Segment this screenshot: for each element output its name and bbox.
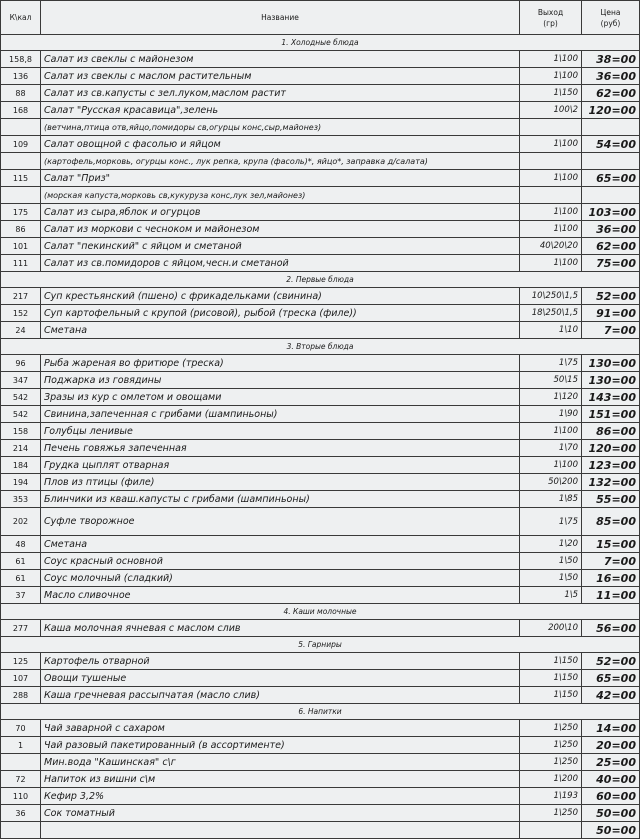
menu-item-row [1, 204, 640, 221]
item-output: 1\50 [520, 553, 582, 570]
item-output: 1\10 [520, 322, 582, 339]
item-price: 20=00 [582, 737, 640, 754]
item-output: 40\20\20 [520, 238, 582, 255]
menu-item-row [1, 771, 640, 788]
item-name: Печень говяжья запеченная [41, 440, 520, 457]
item-kcal: 184 [1, 457, 41, 474]
item-output [520, 822, 582, 839]
description-row [1, 153, 640, 170]
item-name: Мин.вода "Кашинская" с\г [41, 754, 520, 771]
item-price: 65=00 [582, 670, 640, 687]
item-name: Салат "Русская красавица",зелень [41, 102, 520, 119]
menu-item-row [1, 102, 640, 119]
item-output [520, 187, 582, 204]
item-output: 100\2 [520, 102, 582, 119]
description-row [1, 119, 640, 136]
item-output: 1\100 [520, 136, 582, 153]
item-price: 60=00 [582, 788, 640, 805]
item-price: 7=00 [582, 553, 640, 570]
menu-item-row [1, 805, 640, 822]
item-output: 1\193 [520, 788, 582, 805]
item-price [582, 187, 640, 204]
item-name: Рыба жареная во фритюре (треска) [41, 355, 520, 372]
item-output: 1\150 [520, 687, 582, 704]
header-output-unit: (гр) [543, 18, 558, 28]
section-title: 3. Вторые блюда [1, 339, 640, 355]
item-name: Суп крестьянский (пшено) с фрикадельками (свинина) [41, 288, 520, 305]
item-kcal: 194 [1, 474, 41, 491]
item-name: Поджарка из говядины [41, 372, 520, 389]
item-price: 75=00 [582, 255, 640, 272]
item-name: Салат "пекинский" с яйцом и сметаной [41, 238, 520, 255]
item-kcal: 109 [1, 136, 41, 153]
item-price: 65=00 [582, 170, 640, 187]
item-price: 132=00 [582, 474, 640, 491]
item-kcal: 542 [1, 406, 41, 423]
menu-item-row [1, 570, 640, 587]
item-kcal: 152 [1, 305, 41, 322]
item-name: Салат из сыра,яблок и огурцов [41, 204, 520, 221]
item-price: 42=00 [582, 687, 640, 704]
menu-item-row [1, 170, 640, 187]
item-output: 1\120 [520, 389, 582, 406]
item-kcal: 107 [1, 670, 41, 687]
menu-item-row [1, 68, 640, 85]
item-kcal: 72 [1, 771, 41, 788]
menu-item-row [1, 355, 640, 372]
item-price: 52=00 [582, 288, 640, 305]
item-price: 52=00 [582, 653, 640, 670]
item-name: Голубцы ленивые [41, 423, 520, 440]
item-kcal: 158 [1, 423, 41, 440]
item-name: Каша гречневая рассыпчатая (масло слив) [41, 687, 520, 704]
item-output: 1\200 [520, 771, 582, 788]
item-kcal: 86 [1, 221, 41, 238]
item-output: 1\100 [520, 221, 582, 238]
item-price: 14=00 [582, 720, 640, 737]
item-name: Зразы из кур с омлетом и овощами [41, 389, 520, 406]
item-kcal: 202 [1, 508, 41, 536]
item-name: Соус молочный (сладкий) [41, 570, 520, 587]
menu-item-row [1, 51, 640, 68]
item-kcal: 125 [1, 653, 41, 670]
item-name: Масло сливочное [41, 587, 520, 604]
item-price: 62=00 [582, 85, 640, 102]
item-kcal: 353 [1, 491, 41, 508]
section-title: 2. Первые блюда [1, 272, 640, 288]
description-row [1, 187, 640, 204]
item-name: Салат "Приз" [41, 170, 520, 187]
menu-item-row [1, 322, 640, 339]
item-output: 1\100 [520, 423, 582, 440]
item-name: (ветчина,птица отв,яйцо,помидоры св,огурцы конс,сыр,майонез) [41, 119, 520, 136]
item-output: 1\100 [520, 255, 582, 272]
header-price-unit: (руб) [600, 18, 621, 28]
item-output: 1\70 [520, 440, 582, 457]
item-kcal: 136 [1, 68, 41, 85]
menu-item-row [1, 536, 640, 553]
menu-item-row [1, 687, 640, 704]
item-name: Суфле творожное [41, 508, 520, 536]
section-header-row [1, 339, 640, 355]
item-price: 16=00 [582, 570, 640, 587]
menu-item-row [1, 238, 640, 255]
item-price: 143=00 [582, 389, 640, 406]
menu-item-row [1, 653, 640, 670]
menu-item-row [1, 788, 640, 805]
item-price: 85=00 [582, 508, 640, 536]
item-name: Свинина,запеченная с грибами (шампиньоны) [41, 406, 520, 423]
item-name: (морская капуста,морковь св,кукуруза конс,лук зел,майонез) [41, 187, 520, 204]
item-kcal: 88 [1, 85, 41, 102]
item-kcal: 175 [1, 204, 41, 221]
item-price: 62=00 [582, 238, 640, 255]
item-price: 36=00 [582, 221, 640, 238]
item-price: 7=00 [582, 322, 640, 339]
item-kcal: 48 [1, 536, 41, 553]
item-price: 50=00 [582, 822, 640, 839]
item-price: 120=00 [582, 102, 640, 119]
item-name: Чай заварной с сахаром [41, 720, 520, 737]
item-kcal [1, 754, 41, 771]
item-kcal [1, 187, 41, 204]
item-kcal: 115 [1, 170, 41, 187]
menu-item-row [1, 620, 640, 637]
item-output [520, 119, 582, 136]
item-price: 86=00 [582, 423, 640, 440]
item-output: 1\100 [520, 204, 582, 221]
section-header-row [1, 704, 640, 720]
menu-item-row [1, 491, 640, 508]
menu-item-row [1, 423, 640, 440]
menu-item-row [1, 389, 640, 406]
section-title: 4. Каши молочные [1, 604, 640, 620]
item-output: 1\100 [520, 68, 582, 85]
item-price [582, 119, 640, 136]
item-output: 50\15 [520, 372, 582, 389]
section-title: 1. Холодные блюда [1, 35, 640, 51]
item-kcal: 61 [1, 570, 41, 587]
item-price: 40=00 [582, 771, 640, 788]
item-name: Соус красный основной [41, 553, 520, 570]
menu-item-row [1, 737, 640, 754]
item-price: 54=00 [582, 136, 640, 153]
section-header-row [1, 35, 640, 51]
item-price: 103=00 [582, 204, 640, 221]
item-price: 151=00 [582, 406, 640, 423]
item-output: 1\100 [520, 457, 582, 474]
item-name: Сок томатный [41, 805, 520, 822]
menu-item-row [1, 288, 640, 305]
item-output: 50\200 [520, 474, 582, 491]
menu-item-row [1, 221, 640, 238]
item-price: 56=00 [582, 620, 640, 637]
item-kcal: 37 [1, 587, 41, 604]
menu-item-row [1, 508, 640, 536]
menu-item-row [1, 305, 640, 322]
item-output: 1\75 [520, 508, 582, 536]
item-price: 50=00 [582, 805, 640, 822]
item-output: 1\150 [520, 653, 582, 670]
section-header-row [1, 637, 640, 653]
menu-item-row [1, 670, 640, 687]
menu-item-row [1, 85, 640, 102]
item-output: 1\150 [520, 85, 582, 102]
item-output: 1\250 [520, 737, 582, 754]
item-output: 1\250 [520, 754, 582, 771]
item-name: Картофель отварной [41, 653, 520, 670]
item-name: Сметана [41, 536, 520, 553]
item-name: Салат из св.помидоров с яйцом,чесн.и сметаной [41, 255, 520, 272]
item-price: 130=00 [582, 372, 640, 389]
item-name: Сметана [41, 322, 520, 339]
item-price [582, 153, 640, 170]
header-price [582, 1, 640, 35]
item-kcal: 1 [1, 737, 41, 754]
menu-item-row [1, 255, 640, 272]
item-kcal [1, 119, 41, 136]
menu-item-row [1, 457, 640, 474]
header-output-label: Выход [537, 7, 564, 17]
item-name: Чай разовый пакетированный (в ассортименте) [41, 737, 520, 754]
item-name: Блинчики из кваш.капусты с грибами (шампиньоны) [41, 491, 520, 508]
item-output: 1\50 [520, 570, 582, 587]
section-title: 5. Гарниры [1, 637, 640, 653]
item-kcal: 110 [1, 788, 41, 805]
item-output: 1\75 [520, 355, 582, 372]
item-kcal: 36 [1, 805, 41, 822]
item-kcal: 542 [1, 389, 41, 406]
item-name: Грудка цыплят отварная [41, 457, 520, 474]
item-kcal [1, 822, 41, 839]
item-name: Плов из птицы (филе) [41, 474, 520, 491]
item-output: 1\20 [520, 536, 582, 553]
header-name: Название [41, 1, 520, 35]
item-output: 200\10 [520, 620, 582, 637]
item-price: 123=00 [582, 457, 640, 474]
item-output: 1\250 [520, 805, 582, 822]
item-price: 36=00 [582, 68, 640, 85]
item-kcal: 347 [1, 372, 41, 389]
item-name: (картофель,морковь, огурцы конс., лук репка, крупа (фасоль)*, яйцо*, заправка д/салата) [41, 153, 520, 170]
item-name: Напиток из вишни с\м [41, 771, 520, 788]
item-kcal: 168 [1, 102, 41, 119]
item-price: 11=00 [582, 587, 640, 604]
item-output: 1\90 [520, 406, 582, 423]
item-kcal [1, 153, 41, 170]
menu-item-row [1, 587, 640, 604]
item-kcal: 24 [1, 322, 41, 339]
section-header-row [1, 604, 640, 620]
item-kcal: 288 [1, 687, 41, 704]
item-output [520, 153, 582, 170]
item-output: 10\250\1,5 [520, 288, 582, 305]
item-kcal: 70 [1, 720, 41, 737]
header-kcal: К\кал [1, 1, 41, 35]
item-output: 1\85 [520, 491, 582, 508]
item-kcal: 217 [1, 288, 41, 305]
item-price: 15=00 [582, 536, 640, 553]
item-output: 1\5 [520, 587, 582, 604]
item-price: 25=00 [582, 754, 640, 771]
item-name: Салат из свеклы с майонезом [41, 51, 520, 68]
section-header-row [1, 272, 640, 288]
item-kcal: 158,8 [1, 51, 41, 68]
item-kcal: 61 [1, 553, 41, 570]
item-price: 120=00 [582, 440, 640, 457]
menu-body [1, 1, 640, 839]
menu-item-row [1, 440, 640, 457]
item-kcal: 277 [1, 620, 41, 637]
item-price: 130=00 [582, 355, 640, 372]
menu-item-row [1, 372, 640, 389]
item-price: 38=00 [582, 51, 640, 68]
item-kcal: 111 [1, 255, 41, 272]
item-name: Суп картофельный с крупой (рисовой), рыбой (треска (филе)) [41, 305, 520, 322]
menu-item-row [1, 754, 640, 771]
item-name: Салат из св.капусты с зел.луком,маслом растит [41, 85, 520, 102]
header-price-label: Цена [600, 7, 621, 17]
menu-item-row [1, 474, 640, 491]
item-name: Каша молочная ячневая с маслом слив [41, 620, 520, 637]
item-name: Овощи тушеные [41, 670, 520, 687]
menu-item-row [1, 720, 640, 737]
menu-item-row [1, 136, 640, 153]
item-price: 91=00 [582, 305, 640, 322]
item-output: 1\150 [520, 670, 582, 687]
menu-item-row [1, 553, 640, 570]
item-output: 1\100 [520, 51, 582, 68]
item-name: Салат из моркови с чесноком и майонезом [41, 221, 520, 238]
item-price: 55=00 [582, 491, 640, 508]
item-kcal: 214 [1, 440, 41, 457]
item-output: 1\250 [520, 720, 582, 737]
header-output [520, 1, 582, 35]
item-name [41, 822, 520, 839]
item-name: Салат из свеклы с маслом растительным [41, 68, 520, 85]
menu-item-row [1, 406, 640, 423]
item-name: Салат овощной с фасолью и яйцом [41, 136, 520, 153]
item-kcal: 101 [1, 238, 41, 255]
item-name: Кефир 3,2% [41, 788, 520, 805]
section-title: 6. Напитки [1, 704, 640, 720]
header-row [1, 1, 640, 35]
item-output: 1\100 [520, 170, 582, 187]
item-kcal: 96 [1, 355, 41, 372]
menu-item-row [1, 822, 640, 839]
item-output: 18\250\1,5 [520, 305, 582, 322]
